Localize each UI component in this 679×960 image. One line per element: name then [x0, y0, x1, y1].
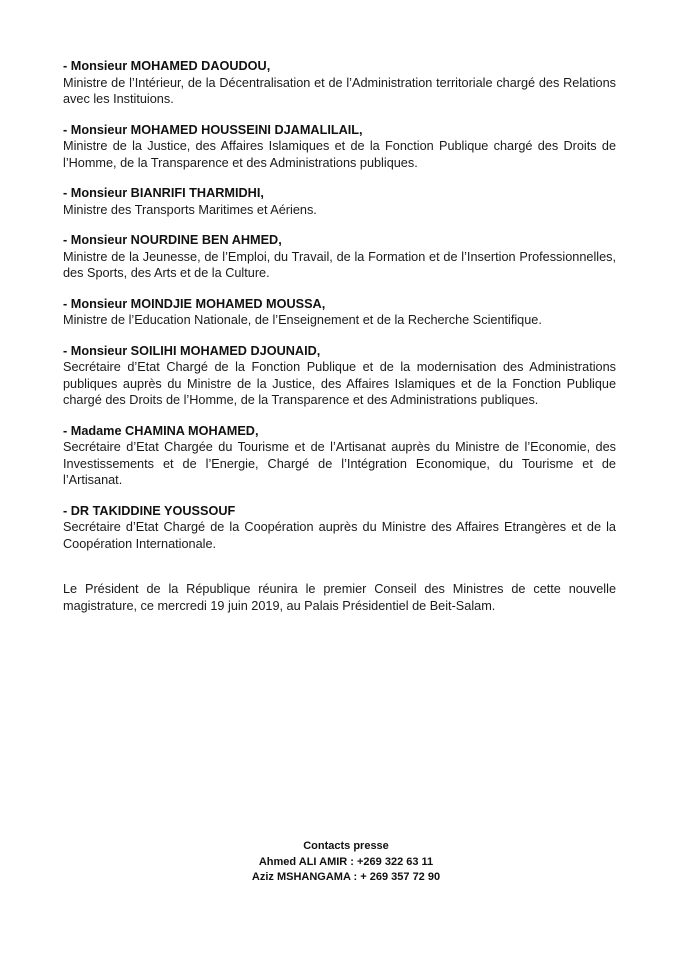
minister-name: - Madame CHAMINA MOHAMED, [63, 423, 259, 438]
closing-paragraph: Le Président de la République réunira le premier Conseil des Ministres de cette nouvelle magistrature, ce mercredi 19 juin 2019, au Palais Présidentiel de Beit-Salam. [63, 582, 616, 613]
minister-entry [63, 185, 616, 218]
minister-name: - DR TAKIDDINE YOUSSOUF [63, 503, 236, 518]
minister-entry [63, 122, 616, 172]
minister-entry [63, 423, 616, 489]
minister-name: - Monsieur SOILIHI MOHAMED DJOUNAID, [63, 343, 321, 358]
minister-name: - Monsieur MOINDJIE MOHAMED MOUSSA, [63, 296, 326, 311]
minister-role: Secrétaire d’Etat Chargée du Tourisme et de l’Artisanat auprès du Ministre de l’Economie, des Investissements et de l’Energie, Chargé de l’Intégration Economique, du Tourisme et de l’Artisanat. [63, 440, 616, 487]
minister-entry [63, 232, 616, 282]
minister-role: Ministre de l’Intérieur, de la Décentralisation et de l’Administration territoriale chargé des Relations avec les Instituions. [63, 75, 616, 106]
minister-entry [63, 343, 616, 409]
minister-name: - Monsieur MOHAMED DAOUDOU, [63, 59, 271, 73]
minister-role: Secrétaire d’Etat Chargé de la Fonction Publique et de la modernisation des Administrations publiques auprès du Ministre de la Justice, des Affaires Islamiques et de la Fonction Publique chargé des Droits de l’Homme, de la Transparence et des Administrations publiques. [63, 360, 616, 407]
minister-name: - Monsieur NOURDINE BEN AHMED, [63, 233, 282, 247]
ministers-list [63, 58, 616, 552]
minister-entry [63, 58, 616, 108]
press-contact-phone-2: Aziz MSHANGAMA : + 269 357 72 90 [251, 871, 441, 884]
minister-entry [63, 503, 616, 553]
minister-name: - Monsieur MOHAMED HOUSSEINI DJAMALILAIL, [63, 122, 363, 137]
minister-name: - Monsieur BIANRIFI THARMIDHI, [63, 186, 264, 200]
press-contacts-title: Contacts presse [303, 840, 389, 852]
minister-role: Ministre de l’Education Nationale, de l’Enseignement et de la Recherche Scientifique. [63, 313, 542, 327]
press-contacts-block [63, 839, 616, 886]
minister-role: Ministre des Transports Maritimes et Aériens. [63, 202, 317, 217]
minister-role: Ministre de la Justice, des Affaires Islamiques et de la Fonction Publique chargé des Droits de l’Homme, de la Transparence et des Administrations publiques. [63, 139, 616, 170]
minister-role: Ministre de la Jeunesse, de l’Emploi, du Travail, de la Formation et de l’Insertion Professionnelles, des Sports, des Arts et de la Culture. [63, 249, 616, 280]
press-contact-phone-1: Ahmed ALI AMIR : +269 322 63 11 [258, 855, 434, 868]
minister-entry [63, 296, 616, 329]
minister-role: Secrétaire d’Etat Chargé de la Coopération auprès du Ministre des Affaires Etrangères et de la Coopération Internationale. [63, 520, 616, 551]
